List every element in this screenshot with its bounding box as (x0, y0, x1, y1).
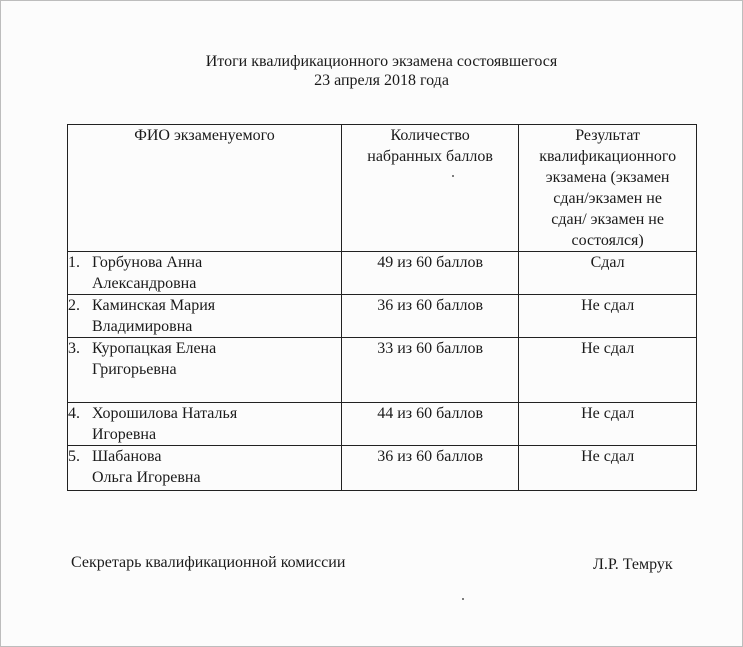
result-cell: Не сдал (519, 338, 697, 403)
table-row (68, 403, 697, 446)
scan-speck (452, 175, 454, 177)
header-score (341, 125, 518, 252)
name-line-2: Ольга Игоревна (92, 469, 201, 486)
name-cell (68, 252, 342, 295)
name-line-2: Александровна (92, 275, 197, 292)
score-cell: 33 из 60 баллов (341, 338, 518, 403)
row-number: 5. (68, 448, 80, 465)
name-line-1: Шабанова (92, 448, 162, 465)
name-cell (68, 338, 342, 403)
results-table (67, 124, 697, 491)
header-score-line: набранных баллов (367, 148, 493, 165)
header-result (519, 125, 697, 252)
table-row (68, 446, 697, 491)
header-name (68, 125, 342, 252)
title-line-1: Итоги квалификационного экзамена состоявшегося (205, 53, 558, 70)
result-cell: Сдал (519, 252, 697, 295)
name-cell (68, 446, 342, 491)
header-result-line: сдан/экзамен не (553, 190, 662, 207)
header-result-line: сдан/ экзамен не (551, 211, 664, 228)
table-row (68, 338, 697, 403)
header-result-line: квалификационного (539, 148, 677, 165)
secretary-title: Секретарь квалификационной комиссии (71, 554, 346, 571)
row-number: 3. (68, 340, 80, 357)
header-result-line: экзамена (экзамен (545, 169, 670, 186)
table-row (68, 252, 697, 295)
result-cell: Не сдал (519, 295, 697, 338)
name-line-1: Горбунова Анна (92, 254, 203, 271)
name-cell (68, 403, 342, 446)
score-cell: 44 из 60 баллов (341, 403, 518, 446)
row-number: 2. (68, 297, 80, 314)
name-line-1: Хорошилова Наталья (92, 405, 238, 422)
score-cell: 36 из 60 баллов (341, 446, 518, 491)
score-cell: 49 из 60 баллов (341, 252, 518, 295)
document-title (1, 52, 742, 90)
name-line-1: Каминская Мария (92, 297, 216, 314)
header-score-line: Количество (390, 127, 470, 144)
signatory-name: Л.Р. Темрук (593, 556, 673, 573)
header-name-label: ФИО экзаменуемого (134, 127, 275, 144)
table-row (68, 295, 697, 338)
name-line-2: Игоревна (92, 426, 157, 443)
name-line-2: Владимировна (92, 318, 193, 335)
title-line-2: 23 апреля 2018 года (314, 72, 449, 89)
header-result-line: Результат (575, 127, 641, 144)
table-header-row (68, 125, 697, 252)
row-number: 4. (68, 405, 80, 422)
result-cell: Не сдал (519, 403, 697, 446)
score-cell: 36 из 60 баллов (341, 295, 518, 338)
scan-speck (462, 598, 464, 600)
name-line-1: Куропацкая Елена (92, 340, 217, 357)
name-line-2: Григорьевна (92, 361, 177, 378)
header-result-line: состоялся) (571, 232, 644, 249)
row-number: 1. (68, 254, 80, 271)
result-cell: Не сдал (519, 446, 697, 491)
name-cell (68, 295, 342, 338)
